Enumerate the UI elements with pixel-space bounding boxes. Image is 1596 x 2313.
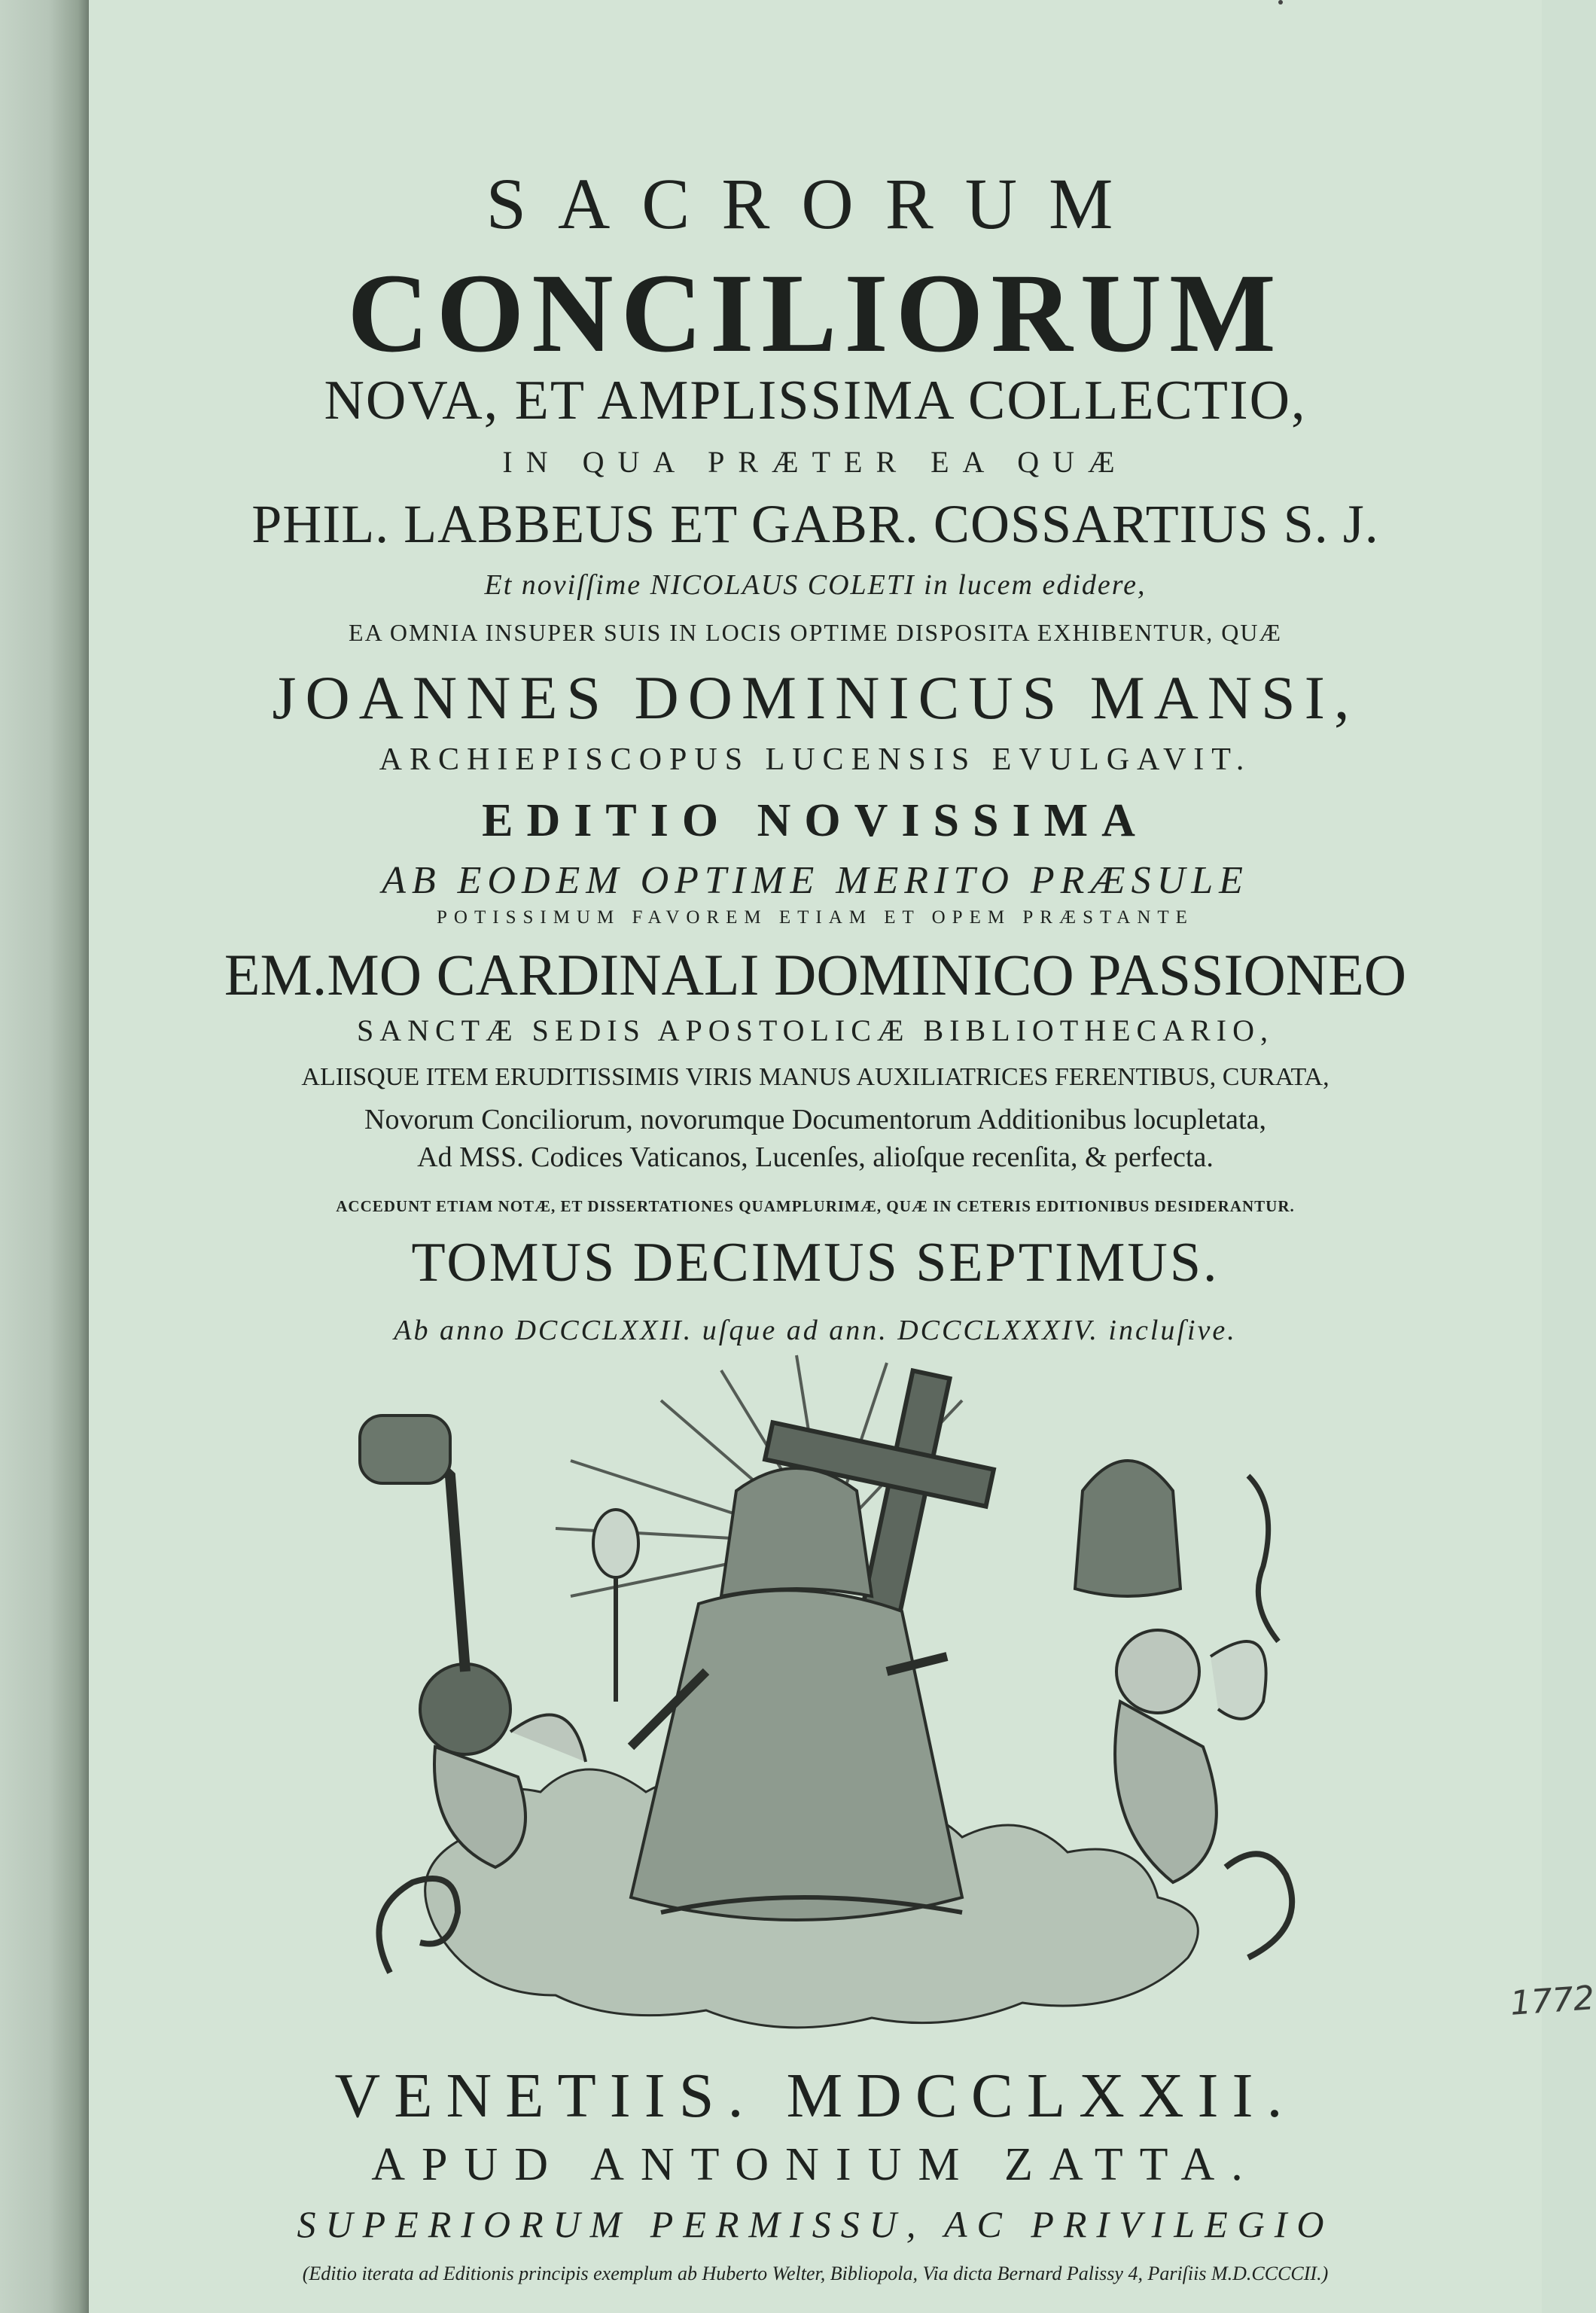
accedunt-line: ACCEDUNT ETIAM NOTÆ, ET DISSERTATIONES QUAMPLURIMÆ, QUÆ IN CETERIS EDITIONIBUS DESIDERANTUR. xyxy=(336,1197,1295,1215)
title-line-sacrorum: SACRORUM xyxy=(486,163,1145,244)
volume-title: TOMUS DECIMUS SEPTIMUS. xyxy=(411,1232,1220,1294)
favorem-line: POTISSIMUM FAVOREM ETIAM ET OPEM PRÆSTANTE xyxy=(437,907,1194,928)
imprint-privilege: SUPERIORUM PERMISSU, AC PRIVILEGIO xyxy=(297,2203,1334,2245)
imprint-printer: APUD ANTONIUM ZATTA. xyxy=(371,2139,1259,2190)
rococo-scroll-right xyxy=(1226,1854,1292,1958)
year-range: Ab anno DCCCLXXII. uſque ad ann. DCCCLXXXIV. incluſive. xyxy=(394,1315,1237,1346)
curata-line: ALIISQUE ITEM ERUDITISSIMIS VIRIS MANUS AUXILIATRICES FERENTIBUS, CURATA, xyxy=(301,1063,1329,1091)
recensita-line: Ad MSS. Codices Vaticanos, Lucenſes, alioſque recenſita, & perfecta. xyxy=(417,1141,1214,1173)
bibliothecario-line: SANCTÆ SEDIS APOSTOLICÆ BIBLIOTHECARIO, xyxy=(356,1013,1274,1047)
cherub-with-tiara-icon xyxy=(1075,1461,1278,1882)
locupletata-line: Novorum Conciliorum, novorumque Documentorum Additionibus locupletata, xyxy=(364,1104,1266,1135)
reprint-note: (Editio iterata ad Editionis principis exemplum ab Huberto Welter, Bibliopola, Via dicta Bernard Palissy 4, Pariſiis M.D.CCCCII.) xyxy=(302,2263,1329,2284)
handwritten-note: 1772 xyxy=(1509,1979,1596,2023)
praesule-line: AB EODEM OPTIME MERITO PRÆSULE xyxy=(382,859,1249,902)
title-line-conciliorum: CONCILIORUM xyxy=(347,251,1284,376)
title-page xyxy=(89,0,1596,2313)
editor-mansi: JOANNES DOMINICUS MANSI, xyxy=(272,663,1359,732)
cardinal-passioneo: EM.MO CARDINALI DOMINICO PASSIONEO xyxy=(224,942,1407,1007)
archiepiscopus-line: ARCHIEPISCOPUS LUCENSIS EVULGAVIT. xyxy=(379,742,1252,777)
editio-novissima: EDITIO NOVISSIMA xyxy=(482,795,1149,846)
disposition-line: EA OMNIA INSUPER SUIS IN LOCIS OPTIME DISPOSITA EXHIBENTUR, QUÆ xyxy=(349,619,1282,646)
editors-labbeus-cossartius: PHIL. LABBEUS ET GABR. COSSARTIUS S. J. xyxy=(251,494,1379,554)
allegorical-engraving-icon xyxy=(345,1355,1549,2048)
subtitle-in-qua: IN QUA PRÆTER EA QUÆ xyxy=(502,445,1128,479)
imprint-place-year: VENETIIS. MDCCLXXII. xyxy=(334,2061,1296,2131)
monstrance-icon xyxy=(593,1510,638,1702)
editor-coleti: Et noviſſime NICOLAUS COLETI in lucem edidere, xyxy=(484,569,1147,601)
book-spine-shadow xyxy=(0,0,89,2313)
ink-speck xyxy=(1278,0,1283,5)
subtitle-collectio: NOVA, ET AMPLISSIMA COLLECTIO, xyxy=(324,370,1307,431)
